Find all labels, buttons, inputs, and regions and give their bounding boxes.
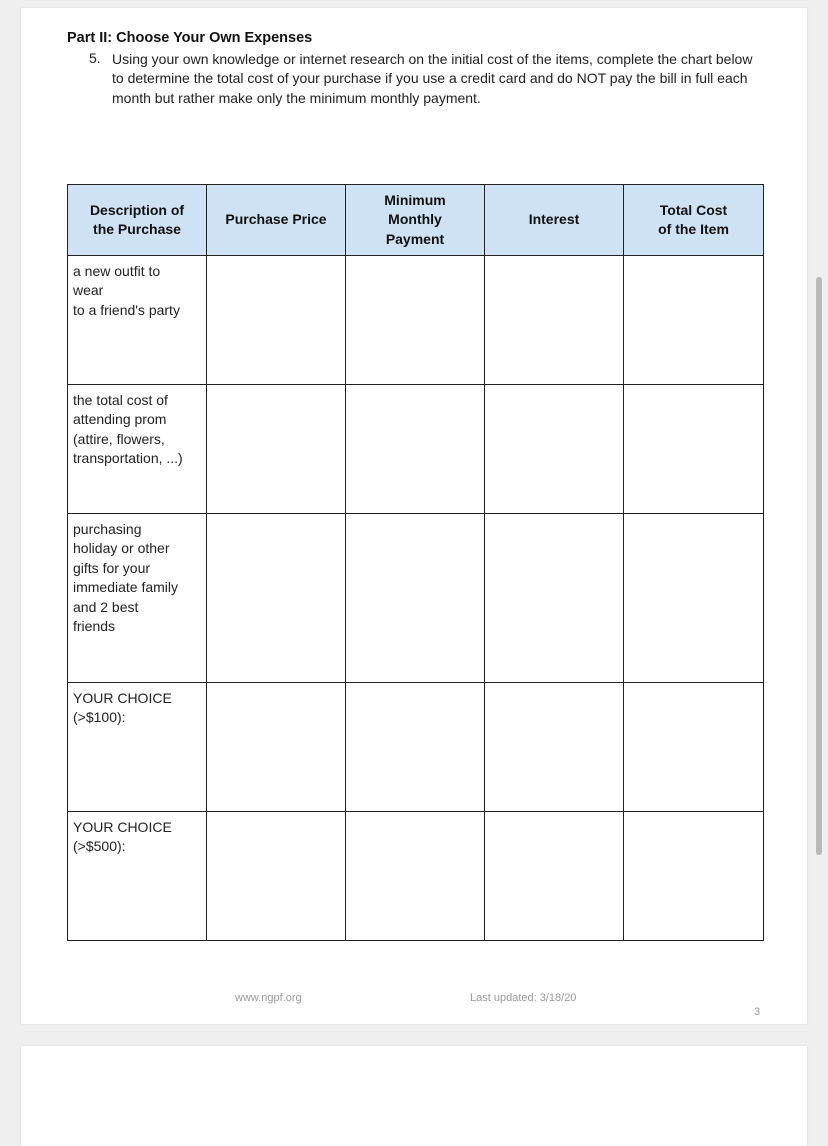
minimum-payment-cell[interactable] xyxy=(346,514,485,683)
description-line: YOUR CHOICE xyxy=(73,819,172,835)
description-line: (>$100): xyxy=(73,709,126,726)
description-line: (attire, flowers, xyxy=(73,430,165,447)
header-total-cost xyxy=(624,185,764,256)
header-line: Description of xyxy=(89,201,185,218)
description-line: wear xyxy=(73,282,104,299)
minimum-payment-cell[interactable] xyxy=(346,256,485,385)
description-line: the total cost of xyxy=(73,392,168,408)
header-line: the Purchase xyxy=(93,221,181,237)
header-line: Monthly xyxy=(388,211,442,228)
header-line: Minimum xyxy=(384,191,446,208)
table-row xyxy=(68,812,764,941)
description-line: attending prom xyxy=(73,411,167,428)
header-line: Interest xyxy=(528,211,580,228)
total-cost-cell[interactable] xyxy=(624,683,764,812)
description-line: holiday or other xyxy=(73,540,170,557)
description-cell xyxy=(68,514,207,683)
description-line: and 2 best xyxy=(73,598,139,615)
header-line: of the Item xyxy=(658,221,729,237)
footer-last-updated: Last updated: 3/18/20 xyxy=(470,992,577,1004)
table-row xyxy=(68,514,764,683)
interest-cell[interactable] xyxy=(485,683,624,812)
header-line: Payment xyxy=(385,230,445,247)
purchase-price-cell[interactable] xyxy=(207,385,346,514)
table-row xyxy=(68,256,764,385)
description-line: YOUR CHOICE xyxy=(73,690,172,706)
question-number: 5. xyxy=(89,50,101,66)
document-page xyxy=(21,8,807,1024)
interest-cell[interactable] xyxy=(485,812,624,941)
header-interest xyxy=(485,185,624,256)
description-cell xyxy=(68,683,207,812)
description-line: immediate family xyxy=(73,579,179,596)
question-text: Using your own knowledge or internet research on the initial cost of the items, complete the chart below to determine the total cost of your purchase if you use a credit card and do NOT pay the bill in full each month but rather make only the minimum monthly payment. xyxy=(112,51,753,106)
purchase-price-cell[interactable] xyxy=(207,514,346,683)
footer-site-link[interactable]: www.ngpf.org xyxy=(235,992,302,1004)
description-line: friends xyxy=(73,618,116,635)
purchase-price-cell[interactable] xyxy=(207,812,346,941)
interest-cell[interactable] xyxy=(485,256,624,385)
description-cell xyxy=(68,256,207,385)
total-cost-cell[interactable] xyxy=(624,385,764,514)
header-purchase-price xyxy=(207,185,346,256)
minimum-payment-cell[interactable] xyxy=(346,385,485,514)
header-line: Total Cost xyxy=(659,201,728,218)
description-line: purchasing xyxy=(73,521,142,537)
description-cell xyxy=(68,812,207,941)
description-line: to a friend's party xyxy=(73,301,180,318)
total-cost-cell[interactable] xyxy=(624,514,764,683)
description-line: transportation, ...) xyxy=(73,450,183,467)
scrollbar[interactable] xyxy=(816,277,822,855)
table-header-row xyxy=(68,185,764,256)
header-minimum-monthly-payment xyxy=(346,185,485,256)
description-cell xyxy=(68,385,207,514)
description-line: a new outfit to xyxy=(73,263,161,279)
section-title: Part II: Choose Your Own Expenses xyxy=(67,30,313,46)
table-row xyxy=(68,683,764,812)
interest-cell[interactable] xyxy=(485,385,624,514)
expenses-table xyxy=(67,184,764,941)
total-cost-cell[interactable] xyxy=(624,812,764,941)
minimum-payment-cell[interactable] xyxy=(346,683,485,812)
purchase-price-cell[interactable] xyxy=(207,683,346,812)
total-cost-cell[interactable] xyxy=(624,256,764,385)
header-line: Purchase Price xyxy=(225,211,327,228)
table-row xyxy=(68,385,764,514)
header-description xyxy=(68,185,207,256)
description-line: (>$500): xyxy=(73,838,126,855)
purchase-price-cell[interactable] xyxy=(207,256,346,385)
description-line: gifts for your xyxy=(73,559,151,576)
minimum-payment-cell[interactable] xyxy=(346,812,485,941)
interest-cell[interactable] xyxy=(485,514,624,683)
page-number: 3 xyxy=(754,1006,761,1018)
next-page xyxy=(21,1046,807,1146)
